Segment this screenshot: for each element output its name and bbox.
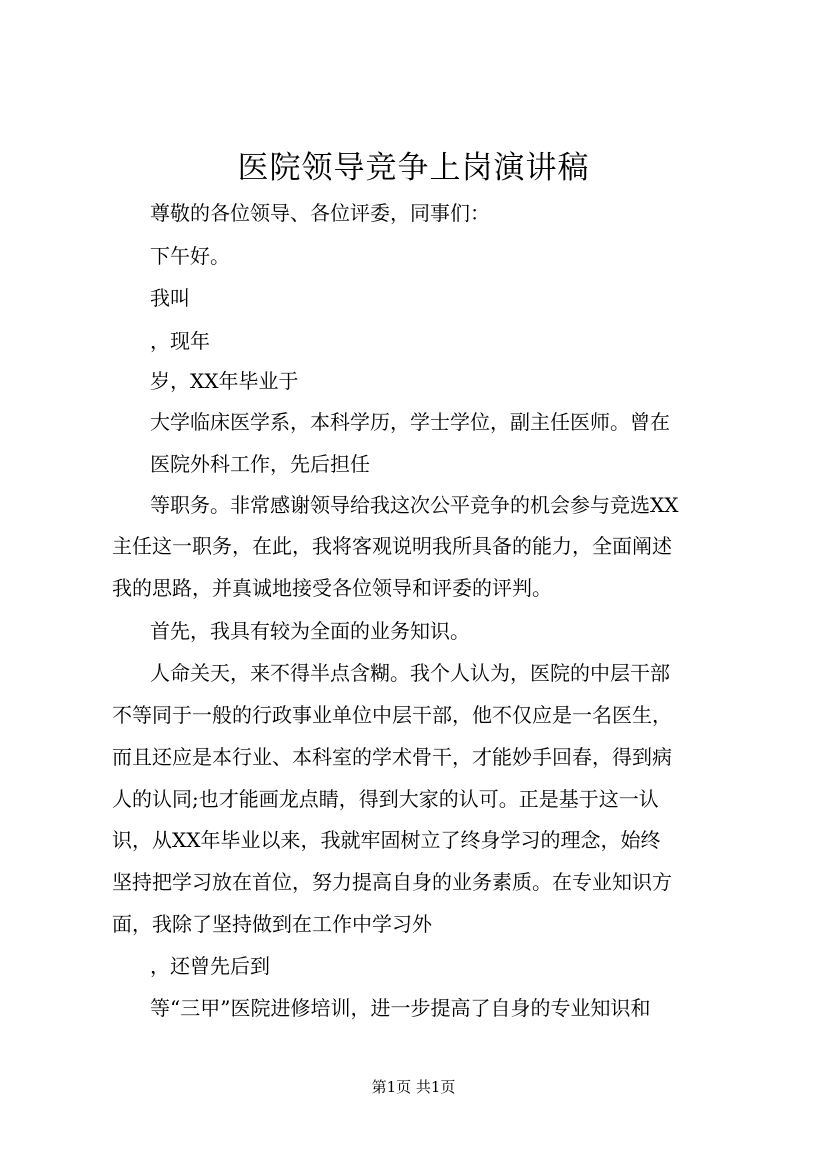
text-line: 主任这一职务，在此，我将客观说明我所具备的能力，全面阐述 <box>112 534 672 558</box>
text-line: 人的认同;也才能画龙点睛，得到大家的认可。正是基于这一认 <box>112 787 659 811</box>
text-line: 面，我除了坚持做到在工作中学习外 <box>112 912 432 936</box>
text-line: 等职务。非常感谢领导给我这次公平竞争的机会参与竞选XX <box>150 493 679 517</box>
text-line: 等“三甲”医院进修培训，进一步提高了自身的专业知识和 <box>150 996 651 1020</box>
text-line: ，现年 <box>150 329 210 353</box>
page-footer: 第1页 共1页 <box>371 1078 456 1096</box>
text-line: 人命关天，来不得半点含糊。我个人认为，医院的中层干部 <box>150 661 670 685</box>
text-line: 岁，XX年毕业于 <box>150 369 299 393</box>
text-line: 我叫 <box>150 286 190 310</box>
text-line: 而且还应是本行业、本科室的学术骨干，才能妙手回春，得到病 <box>112 745 672 769</box>
text-line: 下午好。 <box>150 244 230 268</box>
text-line: 我的思路，并真诚地接受各位领导和评委的评判。 <box>112 576 552 600</box>
text-line: 不等同于一般的行政事业单位中层干部，他不仅应是一名医生， <box>112 703 672 727</box>
document-title: 医院领导竞争上岗演讲稿 <box>237 150 590 186</box>
text-line: 首先，我具有较为全面的业务知识。 <box>150 619 470 643</box>
text-line: 大学临床医学系，本科学历，学士学位，副主任医师。曾在 <box>150 410 670 434</box>
text-line: 坚持把学习放在首位，努力提高自身的业务素质。在专业知识方 <box>112 870 672 894</box>
text-line: ，还曾先后到 <box>150 954 270 978</box>
text-line-greeting: 尊敬的各位领导、各位评委，同事们： <box>150 201 490 225</box>
text-line: 识，从XX年毕业以来，我就牢固树立了终身学习的理念，始终 <box>112 828 661 852</box>
text-line: 医院外科工作，先后担任 <box>150 452 370 476</box>
